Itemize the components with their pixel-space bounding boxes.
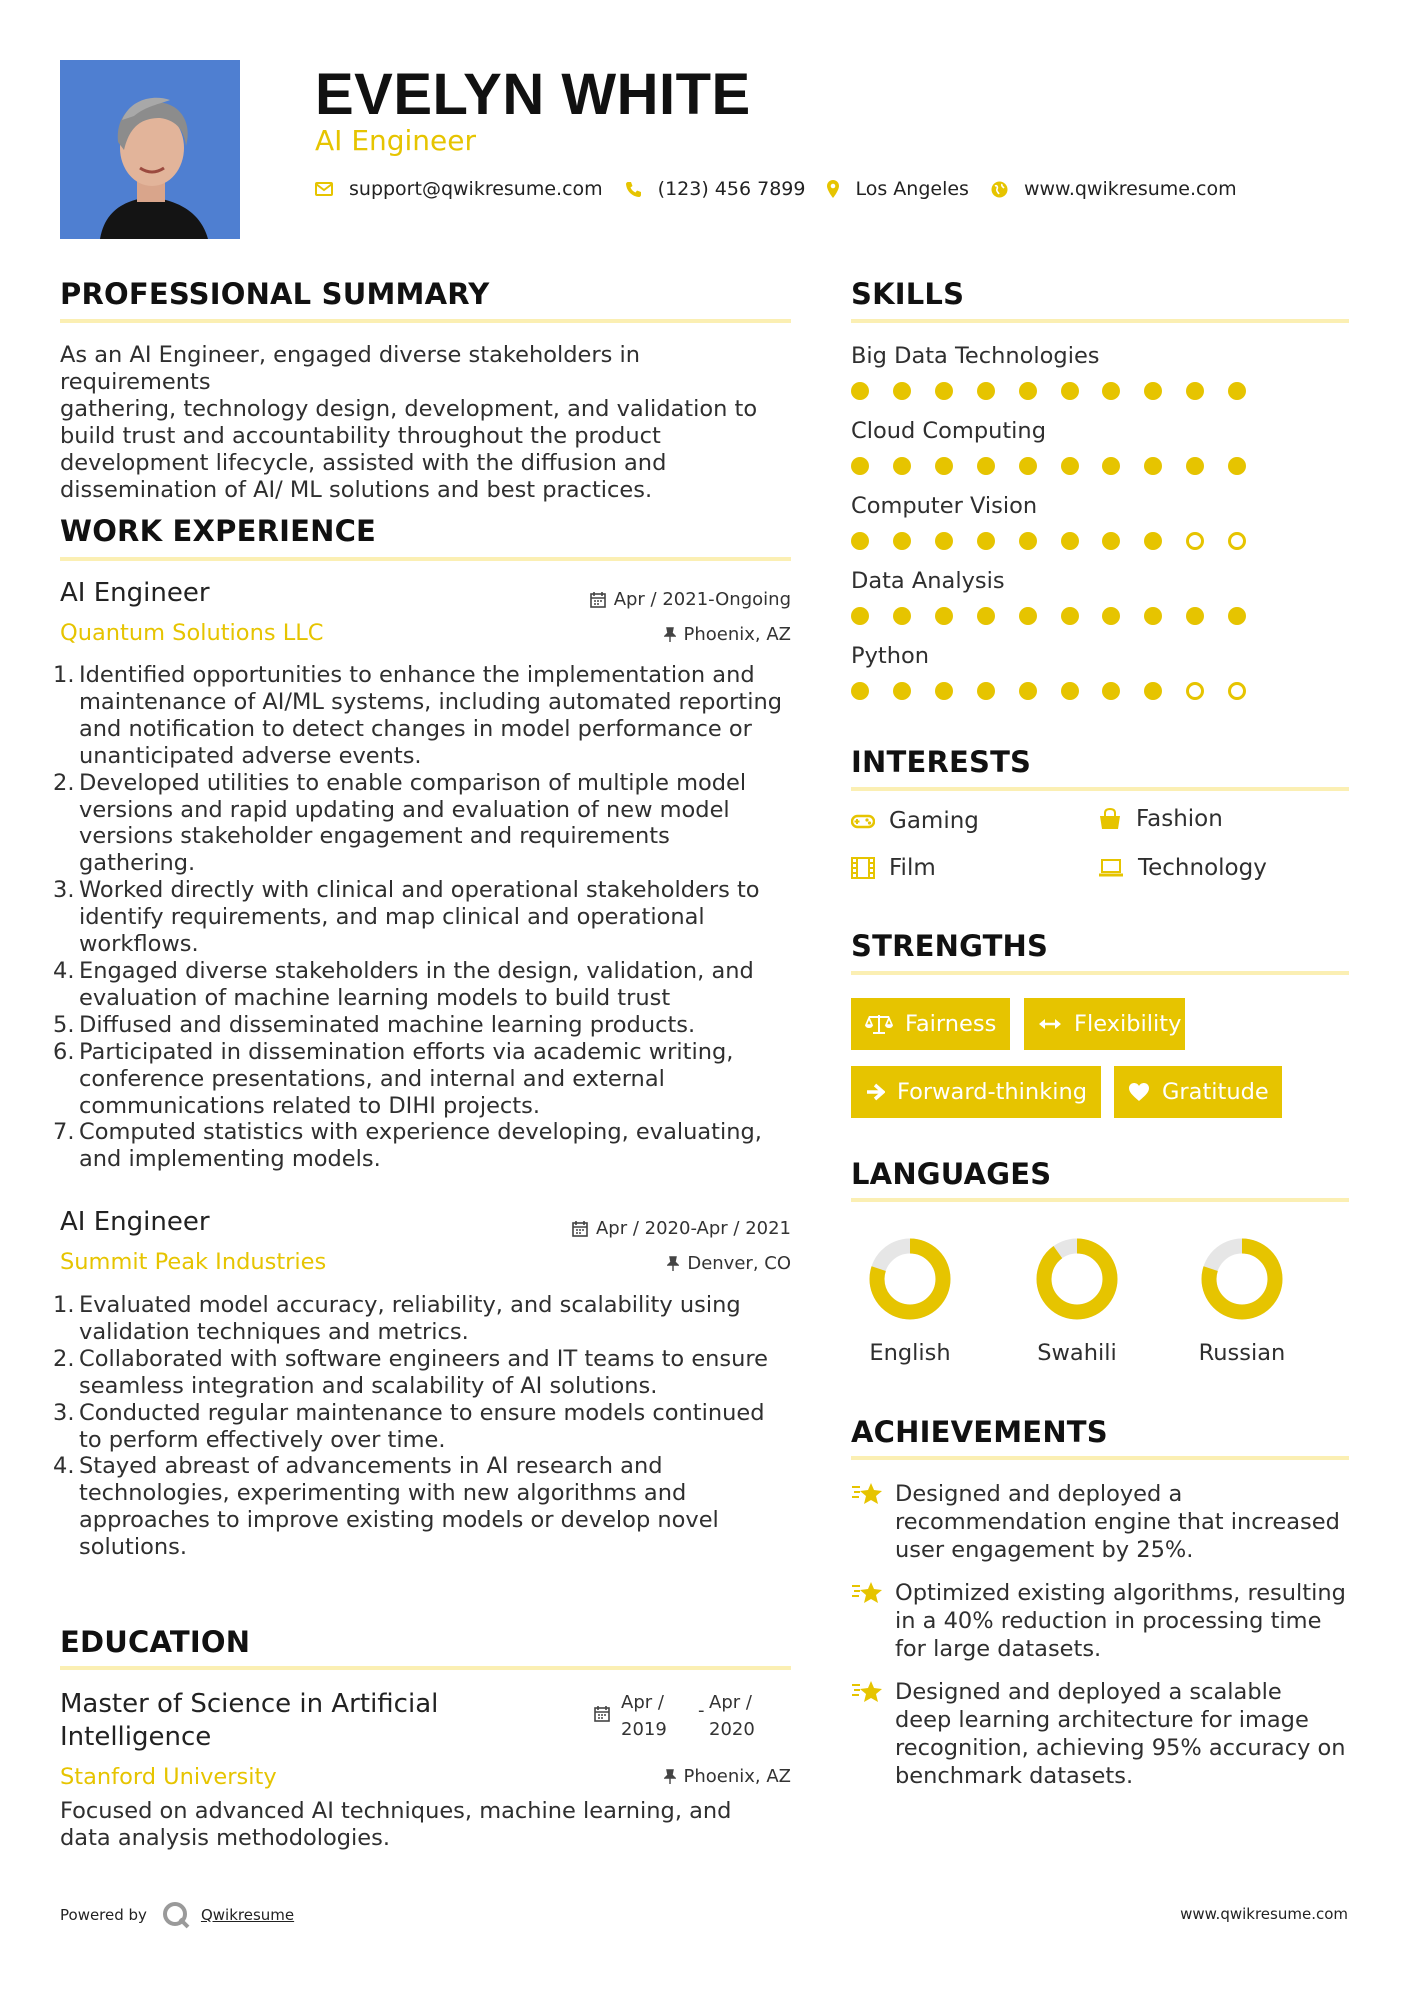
achievement-item <box>851 1480 1361 1564</box>
skill-dot-filled <box>893 382 911 400</box>
interests-heading: INTERESTS <box>851 745 1032 779</box>
strength-label: Forward-thinking <box>897 1079 1088 1105</box>
interest-label: Fashion <box>1136 806 1223 832</box>
list-number: 2. <box>53 1345 75 1372</box>
list-item <box>53 1011 800 1039</box>
phone-icon <box>625 181 642 198</box>
footer-powered-by <box>60 1900 294 1930</box>
edu-start-year: 2019 <box>621 1719 667 1740</box>
list-line: Identified opportunities to enhance the implementation and <box>79 662 755 688</box>
contact-website-text: www.qwikresume.com <box>1023 178 1237 200</box>
skill-rating <box>851 532 1350 550</box>
powered-by-text: Powered by <box>60 1906 147 1924</box>
skill-rating <box>851 607 1350 625</box>
list-line: versions stakeholder engagement and requirements <box>79 823 670 850</box>
edu-end-month: Apr / <box>709 1692 752 1713</box>
arrow-right-icon <box>865 1083 885 1101</box>
job-date-text: Apr / 2020-Apr / 2021 <box>595 1218 791 1239</box>
skill-dot-filled <box>935 682 953 700</box>
degree-line: Master of Science in Artificial <box>60 1689 439 1719</box>
strength-chip <box>851 998 1010 1050</box>
interest-item <box>851 808 979 834</box>
strength-label: Fairness <box>905 1011 997 1037</box>
work-heading: WORK EXPERIENCE <box>60 514 377 548</box>
skill-dot-filled <box>1061 682 1079 700</box>
summary-line: development lifecycle, assisted with the diffusion and <box>60 450 667 476</box>
interest-item <box>1098 806 1223 832</box>
interest-label: Technology <box>1138 855 1267 881</box>
skill-dot-filled <box>977 532 995 550</box>
edu-desc-line: Focused on advanced AI techniques, machine learning, and <box>60 1798 732 1824</box>
strength-label: Flexibility <box>1074 1011 1182 1037</box>
language-name: Swahili <box>1037 1340 1117 1366</box>
calendar-icon <box>594 1705 610 1726</box>
balance-scale-icon <box>865 1013 893 1035</box>
list-line: Stayed abreast of advancements in AI research and <box>79 1453 663 1480</box>
skill-dot-filled <box>1144 532 1162 550</box>
job-location-text: Denver, CO <box>687 1253 791 1274</box>
skill-dot-filled <box>851 382 869 400</box>
skill-dot-filled <box>1019 607 1037 625</box>
interest-label: Gaming <box>889 808 979 834</box>
list-line: and notification to detect changes in model performance or <box>79 715 752 742</box>
skill-dot-filled <box>1061 607 1079 625</box>
footer-website[interactable]: www.qwikresume.com <box>1180 1905 1348 1923</box>
calendar-icon <box>590 591 606 608</box>
skill-rating <box>851 382 1350 400</box>
skill-dot-filled <box>1144 607 1162 625</box>
job-title: AI Engineer <box>60 1207 210 1237</box>
list-number: 5. <box>53 1011 75 1038</box>
achievement-item <box>851 1678 1361 1790</box>
interest-item <box>1098 855 1267 881</box>
list-line: unanticipated adverse events. <box>79 742 422 769</box>
skill-dot-empty <box>1228 532 1246 550</box>
skill-dot-filled <box>851 682 869 700</box>
contact-row <box>315 178 1259 200</box>
list-line: identify requirements, and map clinical and operational <box>79 904 705 931</box>
list-item <box>53 769 800 878</box>
achievement-line: recommendation engine that increased <box>895 1509 1340 1535</box>
achievements-heading: ACHIEVEMENTS <box>851 1415 1108 1449</box>
skill-dot-filled <box>1228 457 1246 475</box>
skill-dot-filled <box>1186 457 1204 475</box>
achievement-text <box>895 1579 1346 1663</box>
summary-text <box>60 342 795 504</box>
skill-dot-filled <box>1019 382 1037 400</box>
edu-location-text: Phoenix, AZ <box>683 1766 791 1787</box>
achievement-line: Designed and deployed a <box>895 1481 1183 1507</box>
education-divider <box>60 1666 791 1670</box>
skill-rating <box>851 682 1350 700</box>
skill-dot-filled <box>1019 682 1037 700</box>
degree-line: Intelligence <box>60 1722 212 1752</box>
skill-dot-filled <box>935 382 953 400</box>
skill-dot-filled <box>893 532 911 550</box>
language-name: Russian <box>1198 1340 1286 1366</box>
list-line: Evaluated model accuracy, reliability, and scalability using <box>79 1292 741 1318</box>
skill-dot-filled <box>1102 682 1120 700</box>
edu-start-month: Apr / <box>621 1692 664 1713</box>
languages-divider <box>851 1198 1349 1202</box>
skill-dot-filled <box>1228 382 1246 400</box>
list-item <box>53 1453 800 1561</box>
envelope-icon <box>315 182 333 196</box>
skill-dot-filled <box>851 532 869 550</box>
list-number: 3. <box>53 1399 75 1426</box>
list-item <box>53 1399 800 1454</box>
skill-dot-filled <box>935 532 953 550</box>
list-item <box>53 877 800 958</box>
skills-heading: SKILLS <box>851 277 965 311</box>
achievement-line: Designed and deployed a scalable <box>895 1679 1282 1705</box>
summary-line: dissemination of AI/ ML solutions and best practices. <box>60 477 653 503</box>
list-line: and implementing models. <box>79 1146 381 1173</box>
skill-dot-filled <box>1144 457 1162 475</box>
contact-location <box>827 178 968 200</box>
job-date <box>590 589 791 610</box>
strength-label: Gratitude <box>1162 1079 1269 1105</box>
summary-line: gathering, technology design, development, and validation to <box>60 396 758 422</box>
interests-divider <box>851 787 1349 791</box>
list-number: 2. <box>53 769 75 796</box>
shooting-star-icon <box>851 1482 883 1506</box>
skill-dot-filled <box>977 382 995 400</box>
achievements-divider <box>851 1456 1349 1460</box>
interest-item <box>851 855 936 881</box>
film-icon <box>851 857 875 879</box>
shooting-star-icon <box>851 1581 883 1605</box>
skill-dot-filled <box>851 457 869 475</box>
education-heading: EDUCATION <box>60 1625 251 1659</box>
candidate-title: AI Engineer <box>315 124 477 157</box>
job-bullets <box>53 662 800 1173</box>
laptop-icon <box>1098 858 1124 878</box>
job-bullets <box>53 1292 800 1561</box>
skill-dot-filled <box>1144 382 1162 400</box>
summary-line: build trust and accountability throughout the product <box>60 423 661 449</box>
list-line: approaches to improve existing models or develop novel <box>79 1507 719 1534</box>
list-item <box>53 1345 800 1400</box>
list-number: 7. <box>53 1119 75 1146</box>
calendar-icon <box>572 1220 588 1237</box>
interest-label: Film <box>889 855 936 881</box>
achievement-line: in a 40% reduction in processing time <box>895 1608 1322 1634</box>
map-marker-icon <box>827 180 839 198</box>
heart-icon <box>1128 1082 1150 1102</box>
language-proficiency-donut <box>867 1236 953 1322</box>
edu-date-dash: - <box>698 1700 705 1721</box>
skill-dot-filled <box>935 607 953 625</box>
skill-dot-empty <box>1228 682 1246 700</box>
gamepad-icon <box>851 813 875 829</box>
donut-fill <box>1044 1246 1110 1312</box>
achievement-line: deep learning architecture for image <box>895 1707 1309 1733</box>
skill-dot-filled <box>893 457 911 475</box>
summary-line: As an AI Engineer, engaged diverse stakeholders in requirements <box>60 342 640 395</box>
contact-phone-text: (123) 456 7899 <box>657 178 806 200</box>
list-number: 4. <box>53 957 75 984</box>
skill-dot-filled <box>1019 532 1037 550</box>
skill-dot-filled <box>893 682 911 700</box>
job-date-text: Apr / 2021-Ongoing <box>613 589 791 610</box>
skill-dot-filled <box>1186 607 1204 625</box>
job-title: AI Engineer <box>60 578 210 608</box>
work-divider <box>60 557 791 561</box>
list-number: 1. <box>53 1292 75 1318</box>
skill-dot-filled <box>977 607 995 625</box>
skill-dot-empty <box>1186 532 1204 550</box>
skill-name: Computer Vision <box>851 493 1038 519</box>
list-line: to perform effectively over time. <box>79 1426 446 1453</box>
list-line: conference presentations, and internal and external <box>79 1065 665 1092</box>
school-name: Stanford University <box>60 1764 277 1790</box>
shopping-bag-icon <box>1098 808 1122 830</box>
contact-email-text: support@qwikresume.com <box>349 178 603 200</box>
skill-dot-filled <box>851 607 869 625</box>
list-item <box>53 1292 800 1346</box>
achievement-item <box>851 1579 1361 1663</box>
skill-name: Data Analysis <box>851 568 1005 594</box>
list-line: validation techniques and metrics. <box>79 1318 469 1345</box>
achievement-line: user engagement by 25%. <box>895 1537 1194 1563</box>
job-location <box>667 1253 791 1274</box>
list-number: 6. <box>53 1038 75 1065</box>
job-company: Quantum Solutions LLC <box>60 620 324 646</box>
job-company: Summit Peak Industries <box>60 1249 327 1275</box>
skill-dot-filled <box>977 682 995 700</box>
job-location <box>664 624 792 645</box>
strengths-divider <box>851 971 1349 975</box>
list-line: Participated in dissemination efforts via academic writing, <box>79 1038 734 1065</box>
skill-dot-filled <box>893 607 911 625</box>
skill-dot-filled <box>1061 457 1079 475</box>
skills-divider <box>851 319 1349 323</box>
list-line: workflows. <box>79 931 199 958</box>
thumbtack-icon <box>664 1769 676 1785</box>
list-item <box>53 1119 800 1173</box>
list-line: Diffused and disseminated machine learning products. <box>79 1011 696 1038</box>
list-item <box>53 1038 800 1120</box>
thumbtack-icon <box>664 627 676 643</box>
skill-dot-filled <box>977 457 995 475</box>
skill-dot-filled <box>1228 607 1246 625</box>
language-name: English <box>869 1340 951 1366</box>
edu-description <box>60 1798 800 1852</box>
achievement-text <box>895 1480 1340 1564</box>
list-line: maintenance of AI/ML systems, including automated reporting <box>79 688 783 715</box>
candidate-name: EVELYN WHITE <box>315 62 751 127</box>
skill-rating <box>851 457 1350 475</box>
job-location-text: Phoenix, AZ <box>683 624 791 645</box>
list-line: seamless integration and scalability of AI solutions. <box>79 1372 658 1399</box>
skill-dot-empty <box>1186 682 1204 700</box>
skill-dot-filled <box>1019 457 1037 475</box>
skill-dot-filled <box>1061 382 1079 400</box>
skill-dot-filled <box>1186 382 1204 400</box>
list-line: gathering. <box>79 850 196 877</box>
achievement-line: Optimized existing algorithms, resulting <box>895 1580 1346 1606</box>
list-line: versions and rapid updating and evaluation of new model <box>79 796 730 823</box>
edu-start-date <box>621 1689 667 1743</box>
thumbtack-icon <box>667 1256 679 1272</box>
contact-website[interactable] <box>991 178 1237 200</box>
edu-end-date <box>709 1689 755 1743</box>
skill-name: Big Data Technologies <box>851 343 1100 369</box>
arrows-horizontal-icon <box>1038 1017 1062 1031</box>
qwikresume-link[interactable]: Qwikresume <box>200 1906 295 1924</box>
qwikresume-logo-icon <box>161 1900 191 1930</box>
skill-dot-filled <box>1061 532 1079 550</box>
achievement-line: recognition, achieving 95% accuracy on <box>895 1735 1346 1761</box>
list-line: Computed statistics with experience developing, evaluating, <box>79 1119 762 1146</box>
skill-dot-filled <box>1102 607 1120 625</box>
strengths-heading: STRENGTHS <box>851 929 1049 963</box>
strength-chip <box>1024 998 1185 1050</box>
list-number: 3. <box>53 877 75 904</box>
list-item <box>53 662 800 770</box>
skill-dot-filled <box>1102 382 1120 400</box>
contact-email[interactable] <box>315 178 603 200</box>
list-line: communications related to DIHI projects. <box>79 1092 540 1119</box>
shooting-star-icon <box>851 1680 883 1704</box>
summary-heading: PROFESSIONAL SUMMARY <box>60 277 490 311</box>
contact-location-text: Los Angeles <box>855 178 969 200</box>
edu-location <box>664 1766 792 1787</box>
globe-icon <box>991 181 1008 198</box>
language-proficiency-donut <box>1199 1236 1285 1322</box>
list-line: Collaborated with software engineers and IT teams to ensure <box>79 1345 769 1372</box>
skill-dot-filled <box>1144 682 1162 700</box>
summary-divider <box>60 319 791 323</box>
job-date <box>572 1218 791 1239</box>
skill-dot-filled <box>935 457 953 475</box>
edu-end-year: 2020 <box>709 1719 755 1740</box>
profile-photo <box>60 60 240 239</box>
strength-chip <box>1114 1066 1282 1118</box>
skill-dot-filled <box>1102 457 1120 475</box>
strength-chip <box>851 1066 1101 1118</box>
list-number: 1. <box>53 662 75 688</box>
list-line: Conducted regular maintenance to ensure models continued <box>79 1399 765 1426</box>
skill-name: Python <box>851 643 929 669</box>
achievement-line: benchmark datasets. <box>895 1763 1134 1789</box>
list-line: technologies, experimenting with new algorithms and <box>79 1480 687 1507</box>
list-item <box>53 957 800 1012</box>
achievement-line: for large datasets. <box>895 1636 1102 1662</box>
language-proficiency-donut <box>1034 1236 1120 1322</box>
skill-dot-filled <box>1102 532 1120 550</box>
list-line: Developed utilities to enable comparison of multiple model <box>79 769 747 796</box>
degree-title <box>60 1688 438 1754</box>
contact-phone[interactable] <box>625 178 806 200</box>
achievement-text <box>895 1678 1346 1790</box>
list-line: Engaged diverse stakeholders in the design, validation, and <box>79 957 754 984</box>
edu-desc-line: data analysis methodologies. <box>60 1825 391 1851</box>
list-line: Worked directly with clinical and operational stakeholders to <box>79 877 760 904</box>
list-number: 4. <box>53 1453 75 1480</box>
list-line: solutions. <box>79 1534 187 1561</box>
languages-heading: LANGUAGES <box>851 1157 1052 1191</box>
list-line: evaluation of machine learning models to build trust <box>79 984 671 1011</box>
skill-name: Cloud Computing <box>851 418 1046 444</box>
